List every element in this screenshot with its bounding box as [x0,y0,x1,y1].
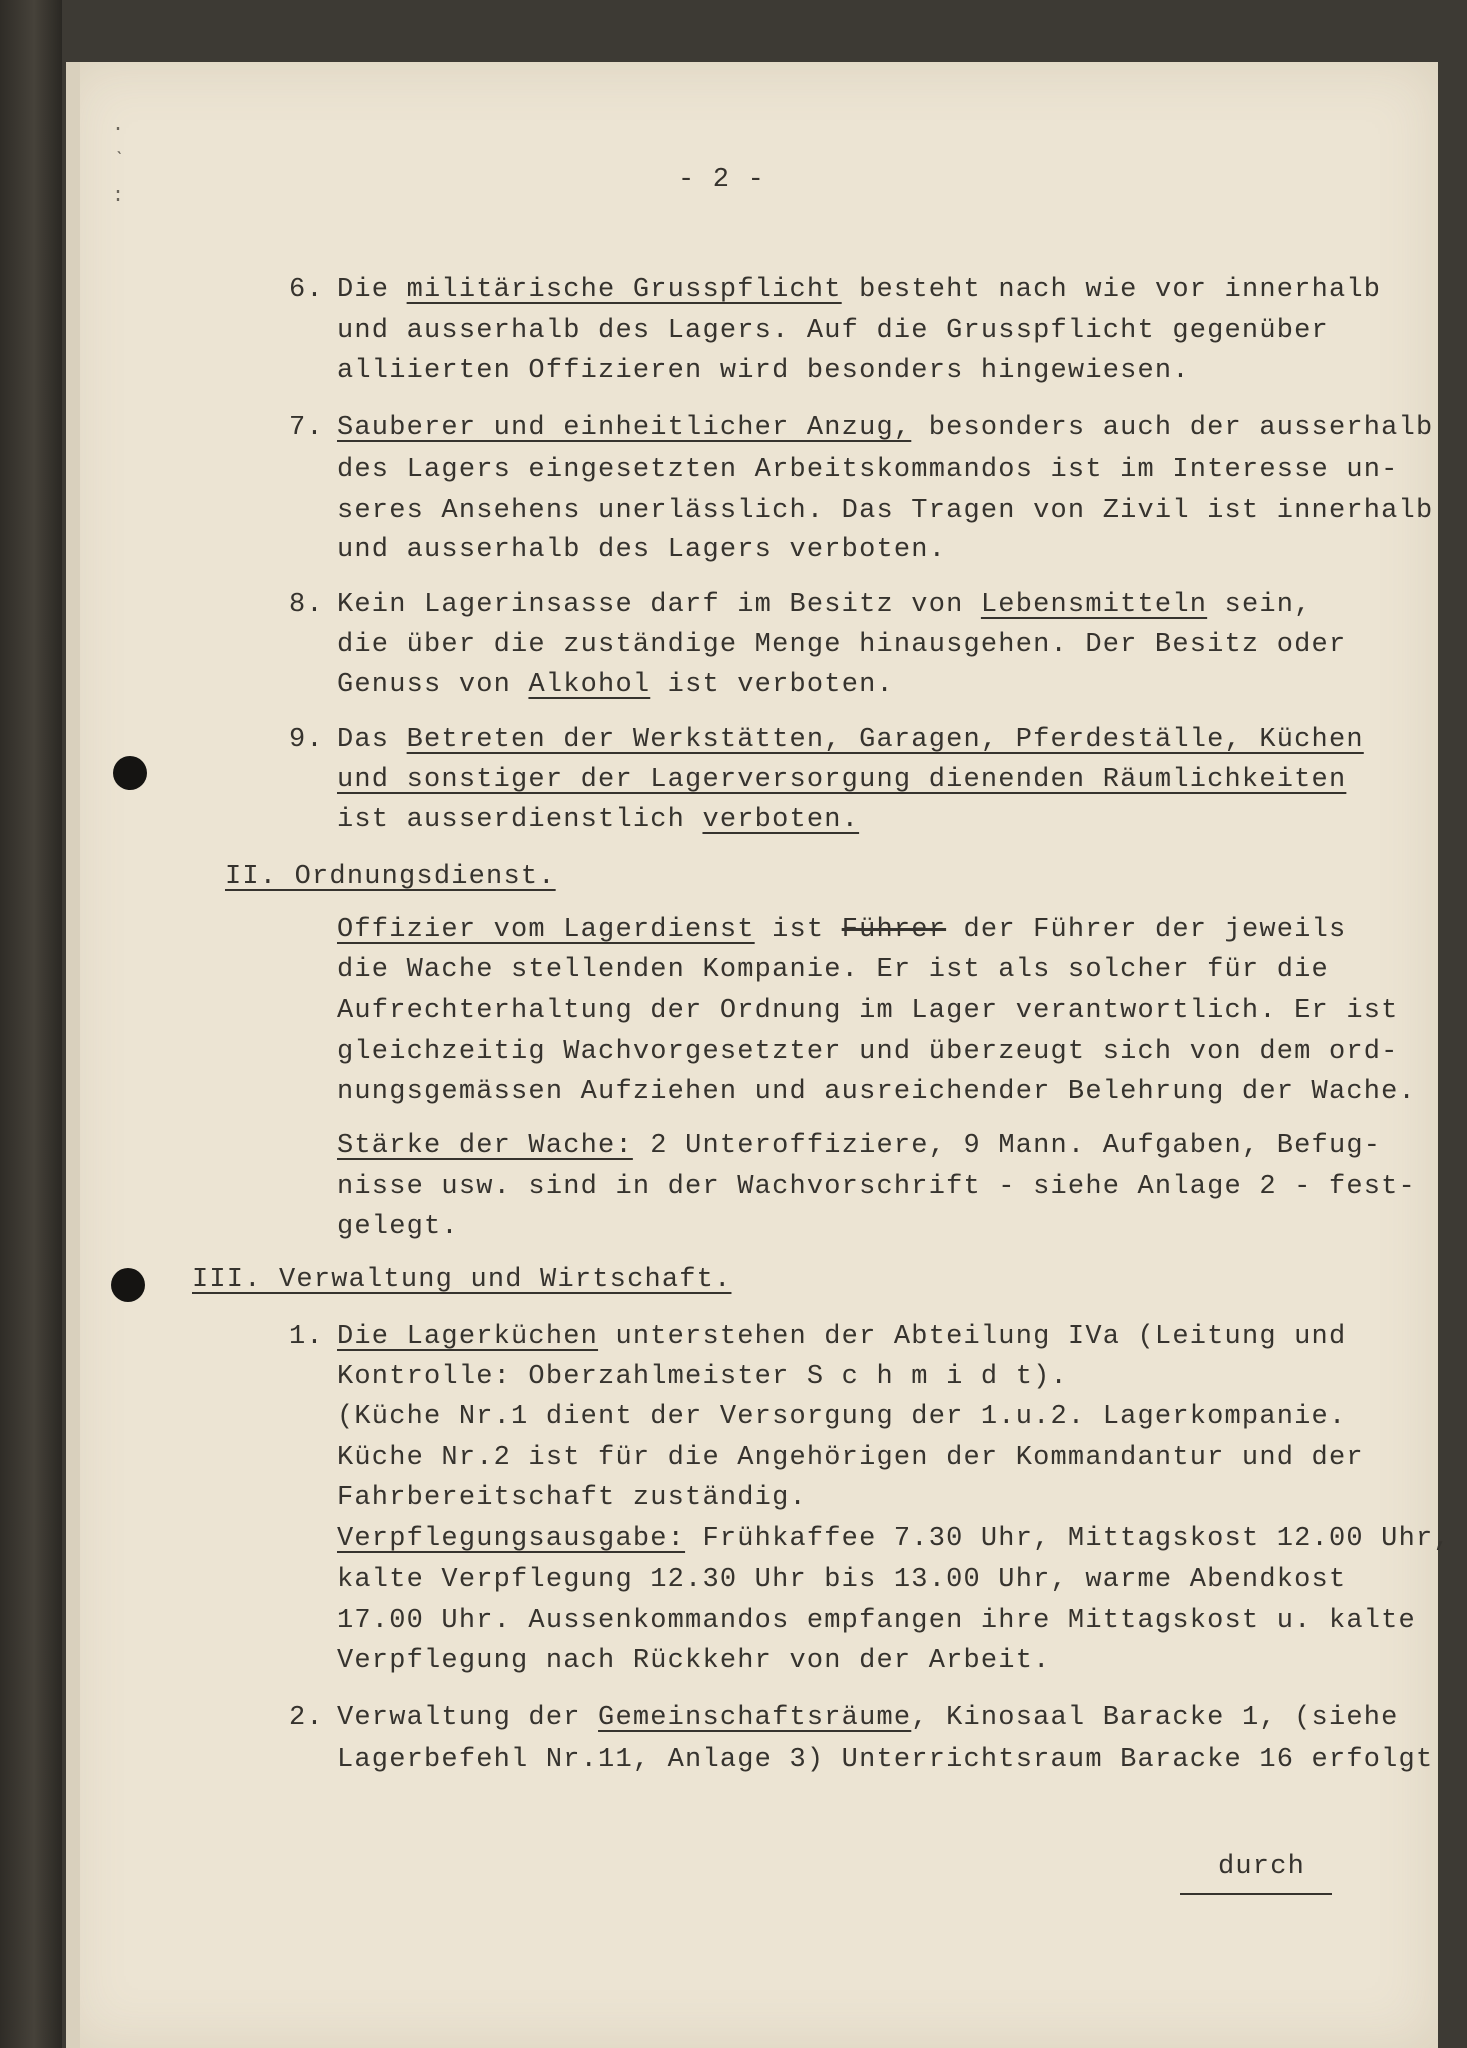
item-8-line: Kein Lagerinsasse darf im Besitz von Lebensmitteln sein, [337,590,1312,620]
section-2-line: nisse usw. sind in der Wachvorschrift - siehe Anlage 2 - fest- [337,1172,1416,1202]
section-3-line: Kontrolle: Oberzahlmeister S c h m i d t). [337,1362,1068,1392]
item-number: 7. [289,413,324,443]
item-8-line: Genuss von Alkohol ist verboten. [337,670,894,700]
item-9-line: ist ausserdienstlich verboten. [337,805,860,835]
item-7-line: Sauberer und einheitlicher Anzug, besonders auch der ausserhalb [337,413,1434,443]
page-number: - 2 - [678,165,766,195]
section-2-line: gelegt. [337,1212,459,1242]
section-3-line: Fahrbereitschaft zuständig. [337,1483,807,1513]
catchword-rule [1180,1893,1332,1895]
section-heading: III. Verwaltung und Wirtschaft. [192,1265,732,1295]
section-2-line: nungsgemässen Aufziehen und ausreichender Belehrung der Wache. [337,1077,1416,1107]
section-2-line: gleichzeitig Wachvorgesetzter und überzeugt sich von dem ord- [337,1037,1399,1067]
section-3-line: Lagerbefehl Nr.11, Anlage 3) Unterrichtsraum Baracke 16 erfolgt [337,1745,1434,1775]
section-3-line: (Küche Nr.1 dient der Versorgung der 1.u.2. Lagerkompanie. [337,1402,1347,1432]
item-number: 2. [289,1703,324,1733]
section-3-line: Verwaltung der Gemeinschaftsräume, Kinosaal Baracke 1, (siehe [337,1703,1399,1733]
item-7-line: seres Ansehens unerlässlich. Das Tragen von Zivil ist innerhalb [337,496,1434,526]
item-7-line: und ausserhalb des Lagers verboten. [337,535,947,565]
item-9-line: Das Betreten der Werkstätten, Garagen, Pferdeställe, Küchen [337,725,1364,755]
item-8-line: die über die zuständige Menge hinausgehen. Der Besitz oder [337,630,1347,660]
section-3-line: Verpflegungsausgabe: Frühkaffee 7.30 Uhr, Mittagskost 12.00 Uhr, [337,1524,1451,1554]
punch-hole [111,1268,145,1302]
section-3-line: kalte Verpflegung 12.30 Uhr bis 13.00 Uhr, warme Abendkost [337,1565,1347,1595]
section-3-line: Verpflegung nach Rückkehr von der Arbeit. [337,1646,1051,1676]
section-2-line: Stärke der Wache: 2 Unteroffiziere, 9 Mann. Aufgaben, Befug- [337,1131,1382,1161]
item-number: 9. [289,725,324,755]
item-number: 8. [289,590,324,620]
item-number: 1. [289,1322,324,1352]
margin-mark: · [112,118,125,141]
section-2-line: Offizier vom Lagerdienst ist Führer der Führer der jeweils [337,915,1347,945]
margin-mark: ˋ [114,150,127,173]
item-6-line: alliierten Offizieren wird besonders hingewiesen. [337,356,1190,386]
item-9-line: und sonstiger der Lagerversorgung dienenden Räumlichkeiten [337,765,1347,795]
item-number: 6. [289,275,324,305]
item-6-line: und ausserhalb des Lagers. Auf die Grusspflicht gegenüber [337,316,1329,346]
item-6-line: Die militärische Grusspflicht besteht nach wie vor innerhalb [337,275,1382,305]
item-7-line: des Lagers eingesetzten Arbeitskommandos ist im Interesse un- [337,455,1399,485]
margin-mark: : [112,185,125,208]
catchword: durch [1218,1852,1306,1882]
section-3-line: 17.00 Uhr. Aussenkommandos empfangen ihre Mittagskost u. kalte [337,1606,1416,1636]
punch-hole [113,756,147,790]
section-2-line: die Wache stellenden Kompanie. Er ist als solcher für die [337,955,1329,985]
binding-strip [0,0,62,2048]
section-3-line: Die Lagerküchen unterstehen der Abteilung IVa (Leitung und [337,1322,1347,1352]
section-2-line: Aufrechterhaltung der Ordnung im Lager verantwortlich. Er ist [337,996,1399,1026]
section-heading: II. Ordnungsdienst. [225,862,556,892]
page-edge [66,62,80,2048]
section-3-line: Küche Nr.2 ist für die Angehörigen der Kommandantur und der [337,1443,1364,1473]
